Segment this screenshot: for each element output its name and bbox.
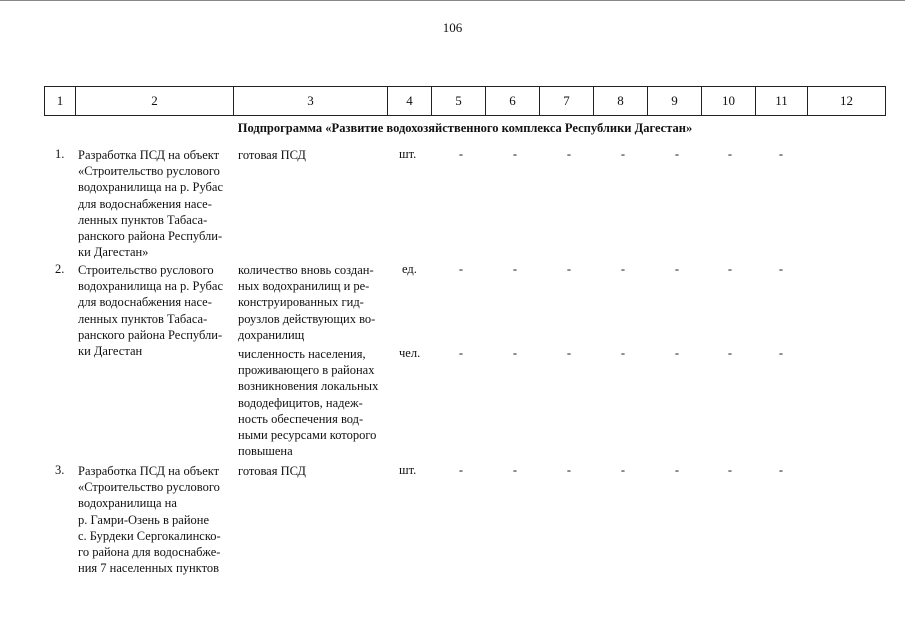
value-col-9: - [674,262,680,276]
indicator-line: количество вновь создан- [238,263,374,277]
value-col-9: - [674,346,680,360]
name-line: ки Дагестан» [78,245,149,260]
name-line: ки Дагестан [78,344,143,359]
indicator-line: возникновения локальных [238,379,379,394]
indicator-line: готовая ПСД [238,148,306,162]
value-col-8: - [620,346,626,360]
value-col-5: - [458,262,464,276]
row-number: 2. [55,262,65,276]
value-col-8: - [620,463,626,477]
indicator-line: роузлов действующих во- [238,311,376,326]
name-line: «Строительство руслового [78,164,220,179]
value-col-6: - [512,463,518,477]
row-indicator [238,262,386,343]
indicator-line: ных водохранилищ и ре- [238,279,370,294]
name-line: ленных пунктов Табаса- [78,212,208,227]
row-unit: шт. [399,463,417,477]
name-line: для водоснабжения насе- [78,295,212,310]
col-header-9: 9 [648,87,702,115]
name-line: ранского района Республи- [78,327,223,342]
value-col-7: - [566,147,572,161]
row-indicator [238,346,386,459]
value-col-5: - [458,346,464,360]
indicator-line: вододефицитов, надеж- [238,395,363,410]
value-col-7: - [566,262,572,276]
name-line: ния 7 населенных пунктов [78,561,220,576]
col-header-4: 4 [388,87,432,115]
table-header [44,86,886,116]
value-col-7: - [566,346,572,360]
value-col-11: - [778,463,784,477]
col-header-10: 10 [702,87,756,115]
indicator-line: ными ресурсами которого [238,428,377,443]
row-number: 1. [55,147,65,161]
value-col-5: - [458,147,464,161]
name-line: Разработка ПСД на объект [78,464,220,478]
value-col-8: - [620,147,626,161]
name-line: ранского района Республи- [78,229,223,244]
row-name [78,147,234,260]
value-col-9: - [674,463,680,477]
name-line: водохранилища на р. Рубас [78,279,224,294]
value-col-10: - [727,346,733,360]
col-header-3: 3 [234,87,388,115]
row-unit: чел. [399,346,421,360]
top-rule [0,0,905,1]
value-col-10: - [727,463,733,477]
col-header-5: 5 [432,87,486,115]
value-col-11: - [778,262,784,276]
value-col-6: - [512,346,518,360]
row-unit: шт. [399,147,417,161]
indicator-line: конструированных гид- [238,295,364,310]
row-number: 3. [55,463,65,477]
value-col-9: - [674,147,680,161]
name-line: го района для водоснабже- [78,545,221,560]
col-header-12: 12 [808,87,886,115]
row-name [78,262,234,359]
name-line: «Строительство руслового [78,480,220,495]
indicator-line: повышена [238,444,293,459]
page-number: 106 [442,20,463,35]
value-col-5: - [458,463,464,477]
value-col-10: - [727,262,733,276]
col-header-7: 7 [540,87,594,115]
value-col-10: - [727,147,733,161]
value-col-7: - [566,463,572,477]
col-header-6: 6 [486,87,540,115]
col-header-8: 8 [594,87,648,115]
indicator-line: готовая ПСД [238,464,306,478]
indicator-line: дохранилищ [238,327,305,342]
name-line: водохранилища на [78,496,177,511]
row-indicator [238,463,386,479]
value-col-8: - [620,262,626,276]
value-col-6: - [512,147,518,161]
name-line: Разработка ПСД на объект [78,148,220,162]
row-unit: ед. [402,262,417,276]
name-line: р. Гамри-Озень в районе [78,512,210,527]
row-indicator [238,147,386,163]
name-line: для водоснабжения насе- [78,196,212,211]
subprogram-title: Подпрограмма «Развитие водохозяйственного комплекса Республики Дагестан» [237,121,693,135]
col-header-1: 1 [44,87,76,115]
value-col-11: - [778,346,784,360]
name-line: ленных пунктов Табаса- [78,311,208,326]
col-header-2: 2 [76,87,234,115]
name-line: водохранилища на р. Рубас [78,180,224,195]
col-header-11: 11 [756,87,808,115]
indicator-line: проживающего в районах [238,363,375,378]
name-line: Строительство руслового [78,263,214,277]
row-name [78,463,234,576]
value-col-11: - [778,147,784,161]
indicator-line: ность обеспечения вод- [238,411,364,426]
value-col-6: - [512,262,518,276]
name-line: с. Бурдеки Сергокалинско- [78,528,221,543]
indicator-line: численность населения, [238,347,366,361]
